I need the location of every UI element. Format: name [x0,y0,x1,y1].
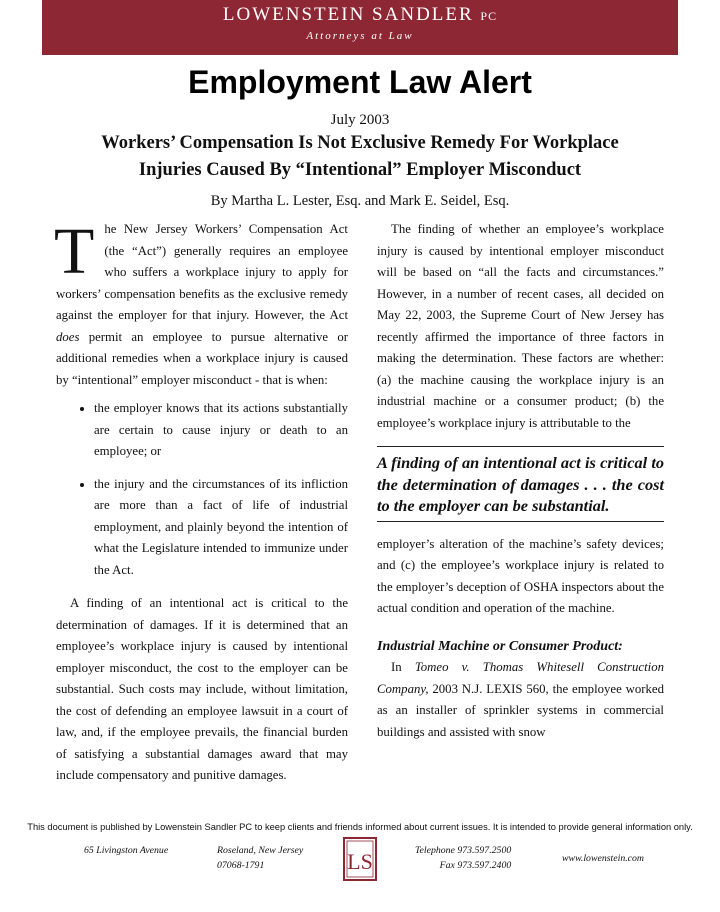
footer-telephone: Telephone 973.597.2500 [415,845,512,856]
tomeo-text-post: 2003 N.J. LEXIS 560, the employee worked as an installer of sprinkler systems in commercial buildings and assisted with snow [377,681,664,739]
headline-line-2: Injuries Caused By “Intentional” Employer Misconduct [138,160,582,180]
intro-paragraph [54,215,348,391]
logo-letters: LS [347,849,373,874]
disclaimer: This document is published by Lowenstein Sandler PC to keep clients and friends informed about current issues. It is intended to provide general information only. [27,822,693,832]
firm-suffix: PC [480,9,498,23]
factors-paragraph: The finding of whether an employee’s workplace injury is caused by intentional employer misconduct will be based on “all the facts and circumstances.” However, in a number of recent cases, all decided on May 22, 2003, the Supreme Court of New Jersey has recently affirmed the importance of three factors in making the determination. These factors are whether: (a) the machine causing the workplace injury is an industrial machine or a consumer product; (b) the employee’s workplace injury is attributable to the [377,222,664,430]
footer-zip: 07068-1791 [217,860,265,871]
firm-tagline: Attorneys at Law [306,30,414,42]
intro-emphasis: does [56,329,80,344]
footer-fax: Fax 973.597.2400 [439,860,512,871]
firm-name-line [42,0,678,27]
right-column [377,219,664,743]
document-title: Employment Law Alert [188,64,532,100]
footer-address: 65 Livingston Avenue [84,845,169,856]
footer-city-block [217,843,303,873]
factors-paragraph-continued: employer’s alteration of the machine’s safety devices; and (c) the employee’s workplace injury is related to the employer’s deception of OSHA inspectors about the actual condition and operation of the machine. [377,536,664,615]
issue-date: July 2003 [330,112,390,128]
section-subhead: Industrial Machine or Consumer Product: [377,638,623,654]
list-item: • the injury and the circumstances of its infliction are more than a fact of life of industrial employment, and plainly beyond the intention of what the Legislature intended to immunize under the Act. [94,474,348,582]
footer-website[interactable]: www.lowenstein.com [562,853,645,864]
case-name: Tomeo v. Thomas Whitesell Construction Company, [377,660,664,696]
tomeo-paragraph [377,657,664,743]
headline-line-1: Workers’ Compensation Is Not Exclusive Remedy For Workplace [101,133,619,153]
drop-cap: T [54,215,95,288]
footer-phone-block [415,843,511,873]
criteria-list [56,398,348,581]
footer-city: Roseland, New Jersey [217,845,304,856]
firm-banner [42,0,678,55]
firm-name: LOWENSTEIN SANDLER [222,4,474,25]
pull-quote: A finding of an intentional act is critical to the determination of damages . . . the cost to the employer can be substantial. [377,446,664,522]
tomeo-text-pre: In [391,660,415,674]
ls-logo-icon [343,837,377,881]
damages-paragraph: A finding of an intentional act is critical to the determination of damages. If it is determined that an employee’s workplace injury is caused by intentional employer misconduct, the cost to the employer can be substantial. Such costs may include, without limitation, the cost of defending an employee lawsuit in a court of law, and, if the employee prevails, the financial burden of satisfying a substantial damages award that may include compensatory and punitive damages. [56,596,348,782]
intro-text-a: he New Jersey Workers’ Compensation Act (the “Act”) generally requires an employee who suffers a workplace injury to apply for workers’ compensation benefits as the exclusive remedy against the employer for that injury. However, the Act [56,222,348,322]
article-headline [40,130,680,184]
intro-text-b: permit an employee to pursue alternative or additional remedies when a workplace injury is caused by “intentional” employer misconduct - that is when: [56,329,348,387]
byline: By Martha L. Lester, Esq. and Mark E. Seidel, Esq. [210,193,510,209]
list-item: • the employer knows that its actions substantially are certain to cause injury or death to an employee; or [94,398,348,463]
left-column [54,215,348,787]
